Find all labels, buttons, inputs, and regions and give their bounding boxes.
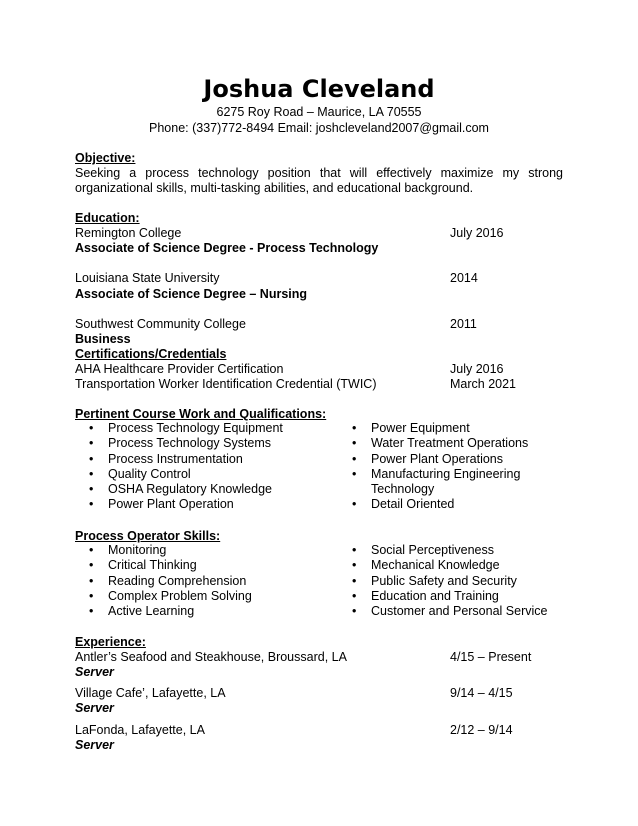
list-item: • Monitoring [89,543,167,557]
list-item: • Education and Training [352,588,499,603]
job-dates: 9/14 – 4/15 [450,686,513,700]
bullet-icon: • [89,573,94,588]
coursework-heading: Pertinent Course Work and Qualifications: [75,407,327,421]
bullet-icon: • [352,436,357,451]
education-school: Louisiana State University [75,271,220,285]
bullet-icon: • [89,543,94,557]
list-item: • Active Learning [89,604,195,619]
contact-line: Phone: (337)772-8494 Email: joshcleveland2007@gmail.com [149,121,489,135]
list-item: Technology [371,482,435,497]
education-date: 2011 [450,317,477,331]
list-item: • Power Plant Operations [352,451,504,466]
list-item: • Process Instrumentation [89,451,243,466]
bullet-icon: • [89,421,94,435]
list-item: • Process Technology Equipment [89,421,283,435]
certification-date: March 2021 [450,377,517,391]
job-employer: LaFonda, Lafayette, LA [75,723,205,737]
experience-heading: Experience: [75,635,146,649]
education-date: 2014 [450,271,478,285]
education-degree: Associate of Science Degree – Nursing [75,287,308,301]
education-degree: Business [75,332,131,346]
list-item: • Customer and Personal Service [352,604,548,619]
bullet-icon: • [352,558,357,573]
list-item: • Water Treatment Operations [352,436,529,451]
candidate-name: Joshua Cleveland [203,75,435,103]
bullet-icon: • [89,588,94,603]
bullet-icon: • [352,451,357,466]
education-degree: Associate of Science Degree - Process Technology [75,241,379,255]
list-item: • Power Equipment [352,421,470,435]
skills-heading: Process Operator Skills: [75,529,221,543]
skills-list-left [75,543,252,619]
list-item: • Power Plant Operation [89,497,234,512]
bullet-icon: • [89,558,94,573]
certification-name: Transportation Worker Identification Credential (TWIC) [75,377,377,391]
list-item: • Manufacturing Engineering [352,466,521,481]
job-dates: 4/15 – Present [450,650,532,664]
list-item: • OSHA Regulatory Knowledge [89,482,272,497]
job-title: Server [75,738,114,752]
list-item: • Mechanical Knowledge [352,558,500,573]
list-item: • Social Perceptiveness [352,543,494,557]
bullet-icon: • [352,573,357,588]
bullet-icon: • [89,451,94,466]
address-line: 6275 Roy Road – Maurice, LA 70555 [216,105,422,119]
education-heading: Education: [75,211,140,225]
list-item: • Process Technology Systems [89,436,272,451]
certification-name: AHA Healthcare Provider Certification [75,362,284,376]
list-item: • Quality Control [89,466,191,481]
job-title: Server [75,665,114,679]
job-title: Server [75,701,114,715]
coursework-list-left [75,421,283,513]
objective-line-2: organizational skills, multi-tasking abilities, and educational background. [75,181,474,195]
education-school: Remington College [75,226,182,240]
coursework-list-right [338,421,528,513]
bullet-icon: • [352,588,357,603]
objective-heading: Objective: [75,151,136,165]
bullet-icon: • [352,421,357,435]
bullet-icon: • [352,604,357,619]
bullet-icon: • [89,604,94,619]
list-item: • Public Safety and Security [352,573,517,588]
bullet-icon: • [352,466,357,481]
list-item: • Reading Comprehension [89,573,247,588]
bullet-icon: • [89,482,94,497]
list-item: • Detail Oriented [352,497,455,512]
job-employer: Village Cafe’, Lafayette, LA [75,686,226,700]
skills-list-right [338,543,547,619]
bullet-icon: • [352,497,357,512]
bullet-icon: • [89,466,94,481]
job-dates: 2/12 – 9/14 [450,723,513,737]
job-employer: Antler’s Seafood and Steakhouse, Broussard, LA [75,650,347,664]
education-date: July 2016 [450,226,504,240]
list-item: • Complex Problem Solving [89,588,252,603]
bullet-icon: • [352,543,357,557]
certifications-heading: Certifications/Credentials [75,347,227,361]
list-item: • Critical Thinking [89,558,197,573]
objective-line-1: Seeking a process technology position that will effectively maximize my strong [75,166,563,180]
certification-date: July 2016 [450,362,504,376]
bullet-icon: • [89,497,94,512]
education-school: Southwest Community College [75,317,246,331]
bullet-icon: • [89,436,94,451]
